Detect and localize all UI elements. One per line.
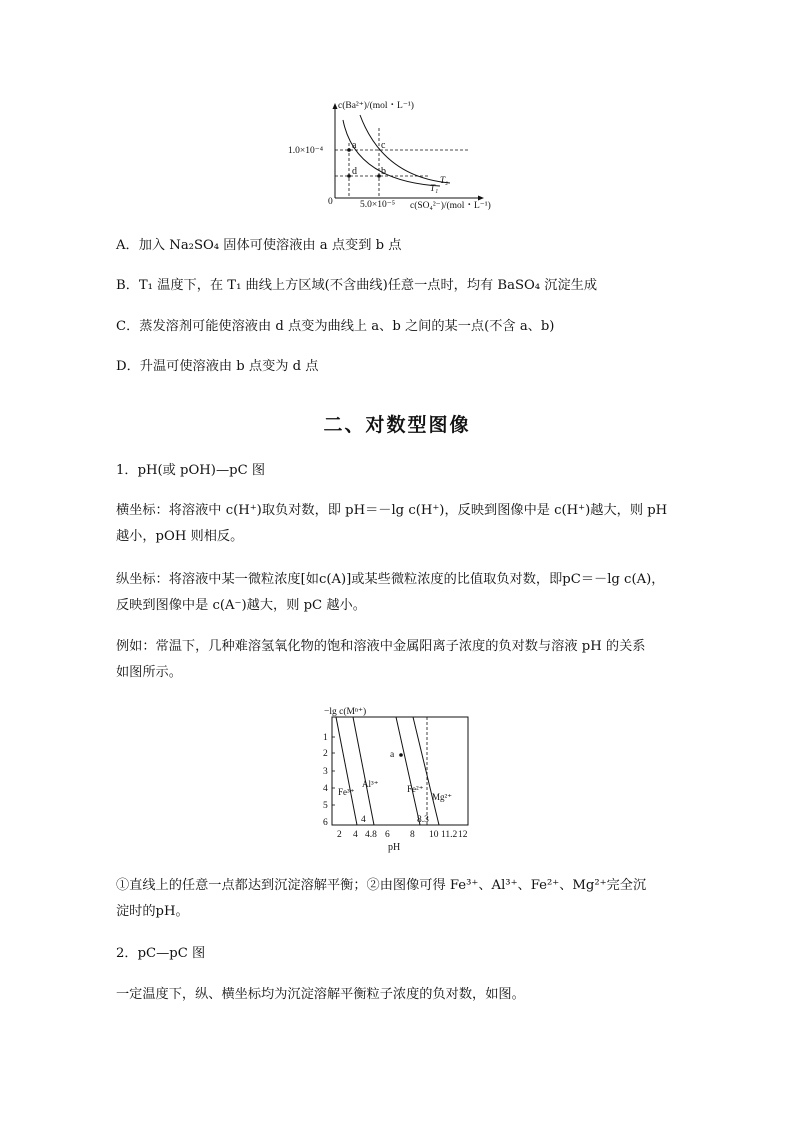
x-tick-11.2: 11.2 bbox=[441, 830, 458, 840]
label-point-a: a bbox=[390, 750, 395, 760]
label-fe2: Fe²⁺ bbox=[407, 784, 424, 794]
option-a: A．加入 Na₂SO₄ 固体可使溶液由 a 点变到 b 点 bbox=[116, 238, 402, 253]
label-b: b bbox=[381, 166, 386, 177]
y-axis-label: c(Ba²⁺)/(mol・L⁻¹) bbox=[338, 101, 414, 111]
point-a bbox=[347, 148, 351, 152]
paragraph-example-line2: 如图所示。 bbox=[116, 665, 182, 680]
paragraph-y-axis-line2: 反映到图像中是 c(A⁻)越大，则 pC 越小。 bbox=[116, 598, 366, 613]
label-al3: Al³⁺ bbox=[362, 779, 379, 789]
paragraph-x-axis-line2: 越小，pOH 则相反。 bbox=[116, 529, 244, 544]
y-tick-4: 4 bbox=[323, 784, 328, 794]
figure-baso4-curves bbox=[280, 95, 520, 220]
paragraph-x-axis-line1: 横坐标：将溶液中 c(H⁺)取负对数，即 pH＝－lg c(H⁺)，反映到图像中是 c(H⁺)越大，则 pH bbox=[116, 503, 668, 518]
point-a bbox=[399, 753, 403, 757]
paragraph-example-line1: 例如：常温下，几种难溶氢氧化物的饱和溶液中金属阳离子浓度的负对数与溶液 pH 的关系 bbox=[116, 639, 646, 654]
subheading-pc-pc: 2．pC—pC 图 bbox=[116, 946, 206, 961]
label-t2: T₂ bbox=[440, 175, 449, 185]
x-tick-8: 8 bbox=[410, 830, 415, 840]
option-b: B．T₁ 温度下，在 T₁ 曲线上方区域(不含曲线)任意一点时，均有 BaSO₄ 沉淀生成 bbox=[116, 278, 598, 293]
x-tick-6: 6 bbox=[385, 830, 390, 840]
label-c: c bbox=[381, 140, 386, 151]
y-axis-arrow bbox=[333, 103, 338, 109]
y-tick-3: 3 bbox=[323, 767, 328, 777]
x-tick-12: 12 bbox=[458, 830, 468, 840]
line-fe3 bbox=[336, 717, 357, 825]
y-tick-1: 1 bbox=[323, 733, 328, 743]
y-tick-label: 1.0×10⁻⁴ bbox=[288, 146, 324, 156]
x-axis-label: c(SO₄²⁻)/(mol・L⁻¹) bbox=[410, 201, 491, 211]
paragraph-pc-pc: 一定温度下，纵、横坐标均为沉淀溶解平衡粒子浓度的负对数，如图。 bbox=[116, 987, 525, 1002]
line-al3 bbox=[353, 717, 374, 825]
x-tick-label: 5.0×10⁻⁵ bbox=[360, 200, 396, 210]
origin-label: 0 bbox=[328, 197, 333, 207]
x-axis-label: pH bbox=[388, 842, 401, 853]
x-tick-4: 4 bbox=[353, 830, 358, 840]
x-axis-arrow bbox=[478, 196, 484, 201]
curve-t2 bbox=[360, 115, 450, 183]
y-axis-label: −lg c(Mⁿ⁺) bbox=[324, 707, 367, 717]
paragraph-note-line1: ①直线上的任意一点都达到沉淀溶解平衡；②由图像可得 Fe³⁺、Al³⁺、Fe²⁺、Mg²⁺完全沉 bbox=[116, 878, 647, 893]
label-d: d bbox=[352, 166, 357, 177]
x-tick-4.8: 4.8 bbox=[365, 830, 377, 840]
y-tick-6: 6 bbox=[323, 818, 328, 828]
figure-ph-pc-lines bbox=[310, 700, 490, 858]
label-mg2: Mg²⁺ bbox=[432, 792, 452, 802]
x-tick-2: 2 bbox=[337, 830, 342, 840]
option-d: D．升温可使溶液由 b 点变为 d 点 bbox=[116, 359, 319, 374]
inner-label-4: 4 bbox=[361, 815, 366, 825]
section-title: 二、对数型图像 bbox=[323, 414, 471, 436]
paragraph-note-line2: 淀时的pH。 bbox=[116, 904, 189, 919]
label-a: a bbox=[352, 140, 357, 151]
y-tick-5: 5 bbox=[323, 801, 328, 811]
inner-label-8.3: 8.3 bbox=[417, 815, 429, 825]
option-c: C．蒸发溶剂可能使溶液由 d 点变为曲线上 a、b 之间的某一点(不含 a、b) bbox=[116, 319, 555, 334]
point-d bbox=[347, 174, 351, 178]
label-fe3: Fe³⁺ bbox=[338, 787, 355, 797]
subheading-ph-pc: 1．pH(或 pOH)—pC 图 bbox=[116, 463, 266, 478]
label-t1: T₁ bbox=[430, 183, 439, 193]
x-tick-10: 10 bbox=[429, 830, 439, 840]
paragraph-y-axis-line1: 纵坐标：将溶液中某一微粒浓度[如c(A)]或某些微粒浓度的比值取负对数，即pC＝－lg c(A)， bbox=[116, 572, 665, 587]
y-tick-2: 2 bbox=[323, 749, 328, 759]
